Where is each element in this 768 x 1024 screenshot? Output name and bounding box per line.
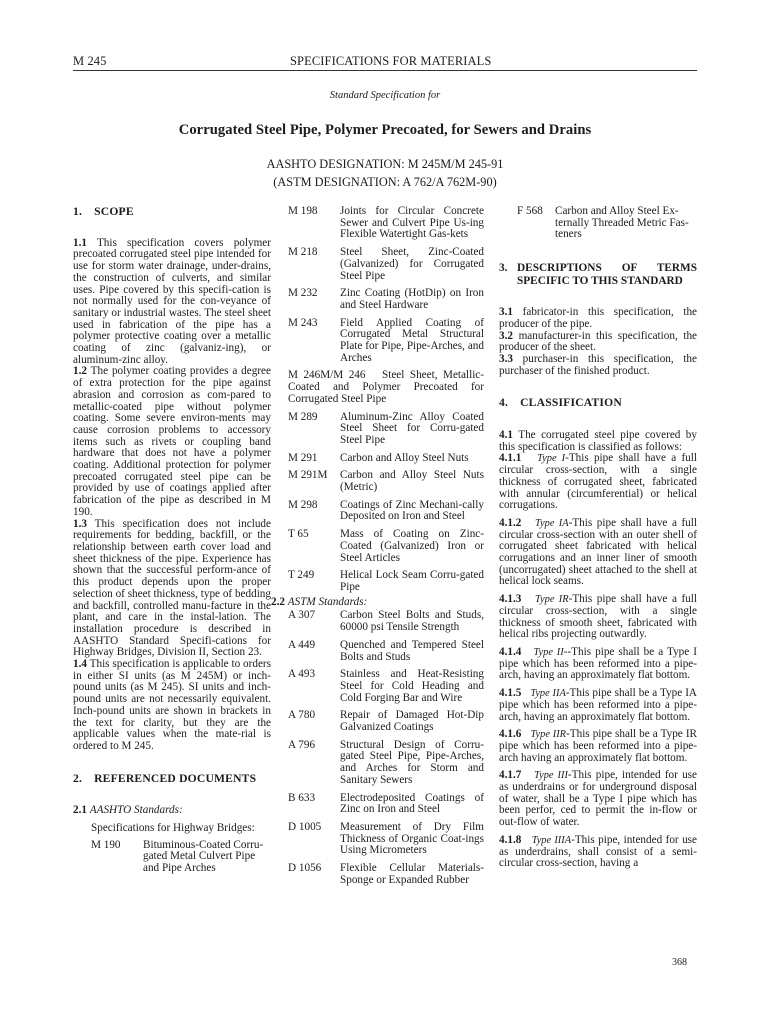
section-heading-terms: 3. DESCRIPTIONS OF TERMS SPECIFIC TO THIS STANDARD: [499, 262, 697, 287]
reference-item: T 249 Helical Lock Seam Corru-gated Pipe: [288, 569, 484, 593]
paragraph-4-1-4: 4.1.4 Type II--This pipe shall be a Type I pipe which has been reformed into a pipe-arch, having an approximately flat bottom.: [499, 645, 698, 682]
paragraph-3-3: 3.3 purchaser-in this specification, the purchaser of the finished product.: [499, 352, 697, 377]
reference-item: D 1056 Flexible Cellular Materials-Sponge or Expanded Rubber: [288, 862, 484, 886]
reference-item: F 568 Carbon and Alloy Steel Ex-ternally Threaded Metric Fas-teners: [517, 205, 689, 241]
reference-item: M 291 Carbon and Alloy Steel Nuts: [288, 451, 469, 464]
paragraph-4-1-5: 4.1.5 Type IIA-This pipe shall be a Type IA pipe which has been reformed into a pipe-arch, having an approximately flat bottom.: [499, 687, 698, 723]
reference-item: A 780 Repair of Damaged Hot-Dip Galvanized Coatings: [288, 709, 484, 734]
header-rule: [73, 70, 697, 71]
paragraph-4-1-8: 4.1.8 Type IIIA-This pipe, intended for use as underdrains, shall consist of a semi-circular cross-section, having a: [499, 833, 697, 870]
column-1: [73, 206, 271, 875]
reference-item: B 633 Electrodeposited Coatings of Zinc on Iron and Steel: [288, 791, 484, 816]
paragraph-4-1: 4.1 The corrugated steel pipe covered by this specification is classified as follows:: [499, 429, 697, 453]
bridges-line: Specifications for Highway Bridges:: [91, 822, 255, 835]
section-heading-classification: 4. CLASSIFICATION: [499, 396, 622, 410]
page-number: 368: [672, 957, 687, 968]
aashto-standards-label: 2.1 AASHTO Standards:: [73, 804, 183, 817]
reference-item: A 493 Stainless and Heat-Resisting Steel for Cold Heading and Cold Forging Bar and Wire: [288, 668, 484, 704]
reference-item: A 307 Carbon Steel Bolts and Studs, 60000 psi Tensile Strength: [288, 609, 484, 634]
astm-standards-label: 2.2 ASTM Standards:: [271, 595, 368, 608]
reference-item: A 796 Structural Design of Corru-gated Steel Pipe, Pipe-Arches, and Arches for Storm and Sanitary Sewers: [288, 738, 484, 786]
reference-item-wide: M 246M/M 246 Steel Sheet, Metallic-Coated and Polymer Precoated for Corrugated Steel Pipe: [288, 369, 484, 405]
paragraph-1-1: 1.1 This specification covers polymer precoated corrugated steel pipe intended for use for storm water drainage, under-drains, the construction of culverts, and similar uses. Pipe covered by this specifi-cation is not normally used for the con-veyance of sanitary or industrial wastes. The steel sheet used in fabrication of the pipe has a polymer protective coating over a metallic coating of zinc (galvaniz-ing), or aluminum-zinc alloy.: [73, 236, 271, 366]
reference-item: M 243 Field Applied Coating of Corrugated Metal Structural Plate for Pipe, Pipe-Arches, and Arches: [288, 316, 484, 364]
section-heading-scope: 1. SCOPE: [73, 205, 134, 218]
paragraph-3-1: 3.1 fabricator-in this specification, the producer of the pipe.: [499, 306, 697, 330]
reference-item: D 1005 Measurement of Dry Film Thickness of Organic Coat-ings Using Micrometers: [288, 820, 484, 857]
paragraph-1-3: 1.3 This specification does not include requirements for bedding, backfill, or the relationship between earth cover load and sheet thickness of the pipe. Experience has shown that the successful perform-ance of this product depends upon the proper selection of sheet thickness, type of bedding and backfill, controlled manu-facture in the plant, and care in the instal-lation. The installation procedure is described in AASHTO Standard Specifi-cations for Highway Bridges, Division II, Section 23.: [73, 517, 271, 659]
aashto-designation: AASHTO DESIGNATION: M 245M/M 245-91: [266, 157, 504, 171]
reference-item: M 298 Coatings of Zinc Mechani-cally Deposited on Iron and Steel: [288, 498, 484, 523]
paragraph-1-4: 1.4 This specification is applicable to orders in either SI units (as M 245M) or inch-pound units (as M 245). SI units and inch-pound units are not necessarily equivalent. Inch-pound units are shown in brackets in the text for clarity, but they are the applicable values when the mate-rial is ordered to M 245.: [73, 658, 271, 752]
paragraph-3-2: 3.2 manufacturer-in this specification, the producer of the sheet.: [499, 329, 698, 354]
reference-item: M 198 Joints for Circular Concrete Sewer and Culvert Pipe Us-ing Flexible Watertight Gas-kets: [288, 205, 484, 241]
paragraph-4-1-2: 4.1.2 Type IA-This pipe shall have a full circular cross-section with an outer shell of corrugated sheet fabricated with helical corrugations and an inner liner of smooth (uncorrugated) sheet attached to the shell at helical lock seams.: [499, 516, 697, 588]
reference-item: T 65 Mass of Coating on Zinc-Coated (Galvanized) Iron or Steel Articles: [288, 528, 484, 564]
paragraph-4-1-1: 4.1.1 Type I-This pipe shall have a full circular cross-section, with a single thickness of corrugated sheet, fabricated with annular (circumferential) or helical corrugations.: [499, 452, 697, 512]
reference-item: M 218 Steel Sheet, Zinc-Coated (Galvanized) for Corrugated Steel Pipe: [288, 246, 484, 282]
document-subtitle: Standard Specification for: [329, 90, 441, 101]
column-2: [271, 205, 484, 886]
reference-item: M 291M Carbon and Alloy Steel Nuts (Metric): [288, 469, 484, 494]
paragraph-4-1-6: 4.1.6 Type IIR-This pipe shall be a Type IR pipe which has been reformed into a pipe-arch having an approximately flat bottom.: [499, 728, 698, 764]
reference-item: M 232 Zinc Coating (HotDip) on Iron and Steel Hardware: [288, 287, 484, 311]
section-heading-referenced: 2. REFERENCED DOCUMENTS: [73, 771, 257, 785]
reference-item: M 190 Bituminous-Coated Corru-gated Metal Culvert Pipe and Pipe Arches: [91, 838, 264, 875]
reference-item: A 449 Quenched and Tempered Steel Bolts and Studs: [288, 638, 484, 663]
running-title: SPECIFICATIONS FOR MATERIALS: [290, 54, 492, 68]
reference-item: M 289 Aluminum-Zinc Alloy Coated Steel Sheet for Corru-gated Steel Pipe: [288, 410, 484, 446]
astm-designation: (ASTM DESIGNATION: A 762/A 762M-90): [273, 175, 497, 189]
paragraph-4-1-7: 4.1.7 Type III-This pipe, intended for use as underdrains or for underground disposal of water, shall be a Type I pipe which has been perfor, ced to permit the in-flow or out-flow of water.: [499, 769, 698, 829]
paragraph-1-2: 1.2 The polymer coating provides a degree of extra protection for the pipe against abrasion and corrosion as com-pared to metallic-coated pipe without polymer coating. Some severe environ-ments may cause corrosion problems to accessory items such as rivets or coupling band hardware that does not have a polymer coating. Additional protection for polymer precoated corrugated steel pipe can be provided by use of coatings applied after fabrication of the pipe as described in M 190.: [73, 365, 271, 518]
header-designation: M 245: [73, 54, 107, 68]
document-title: Corrugated Steel Pipe, Polymer Precoated, for Sewers and Drains: [178, 122, 592, 138]
column-3: [499, 206, 697, 870]
paragraph-4-1-3: 4.1.3 Type IR-This pipe shall have a full circular cross-section, with a single thickness of smooth sheet, fabricated with helical ribs projecting outwardly.: [499, 593, 697, 641]
